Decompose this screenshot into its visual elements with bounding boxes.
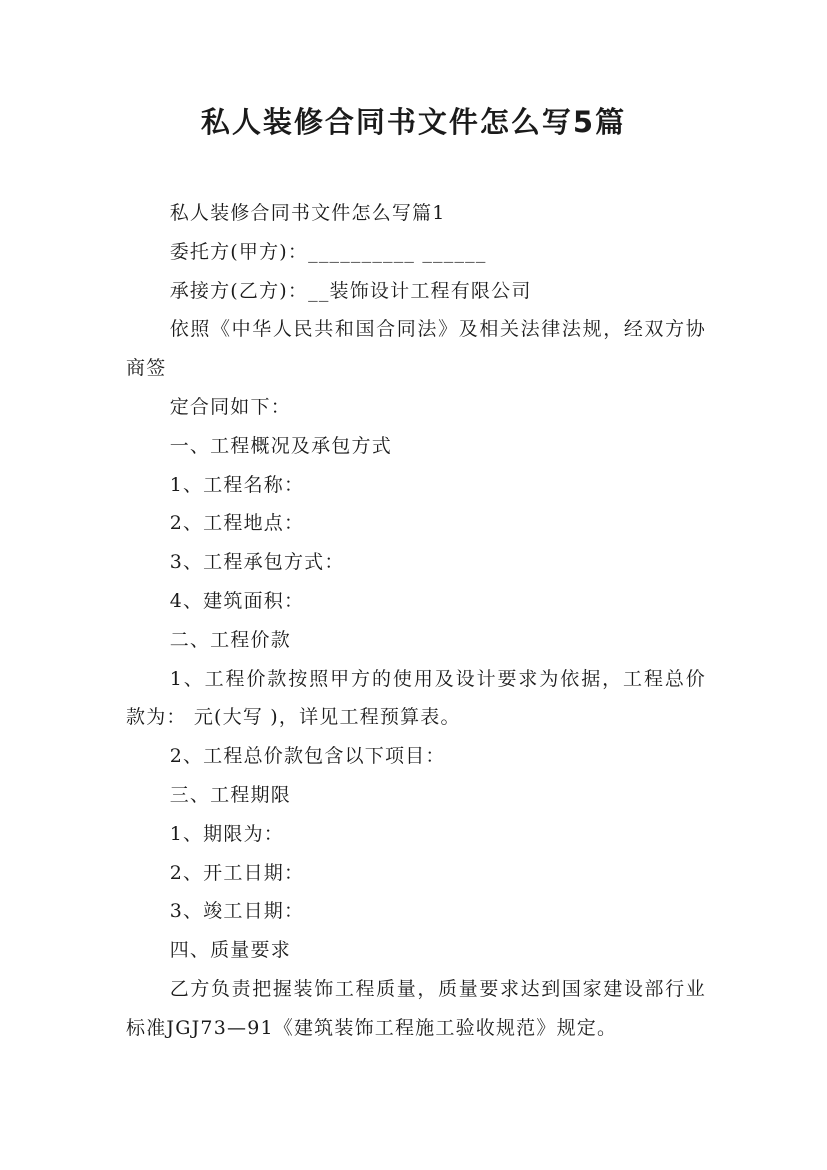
clause-item: 3、工程承包方式： <box>169 551 345 574</box>
clause-item: 2、工程总价款包含以下项目： <box>169 745 446 768</box>
preamble-continuation: 定合同如下： <box>169 395 291 418</box>
contractor-party-line: 承接方(乙方)：__装饰设计工程有限公司 <box>169 279 532 302</box>
clause-item: 2、工程地点： <box>169 512 305 535</box>
clause-item: 2、开工日期： <box>169 861 305 884</box>
document-body <box>126 194 706 1048</box>
clause-item: 1、期限为： <box>169 822 284 845</box>
clause-item: 1、工程价款按照甲方的使用及设计要求为依据，工程总价款为： 元(大写 )，详见工程预算表。 <box>126 667 706 729</box>
clause-heading: 四、质量要求 <box>169 939 291 962</box>
document-title: 私人装修合同书文件怎么写5篇 <box>200 105 627 139</box>
clause-item: 1、工程名称： <box>169 473 305 496</box>
clause-heading: 一、工程概况及承包方式 <box>169 434 392 457</box>
clause-heading: 三、工程期限 <box>169 783 291 806</box>
clause-item: 乙方负责把握装饰工程质量，质量要求达到国家建设部行业标准JGJ73—91《建筑装饰工程施工验收规范》规定。 <box>126 977 706 1039</box>
clause-heading: 二、工程价款 <box>169 628 291 651</box>
preamble-paragraph: 依照《中华人民共和国合同法》及相关法律法规，经双方协商签 <box>126 318 706 380</box>
clause-item: 4、建筑面积： <box>169 589 305 612</box>
section-heading: 私人装修合同书文件怎么写篇1 <box>169 202 446 224</box>
clause-item: 3、竣工日期： <box>169 900 305 923</box>
client-party-line: 委托方(甲方)：__________ ______ <box>169 240 487 263</box>
